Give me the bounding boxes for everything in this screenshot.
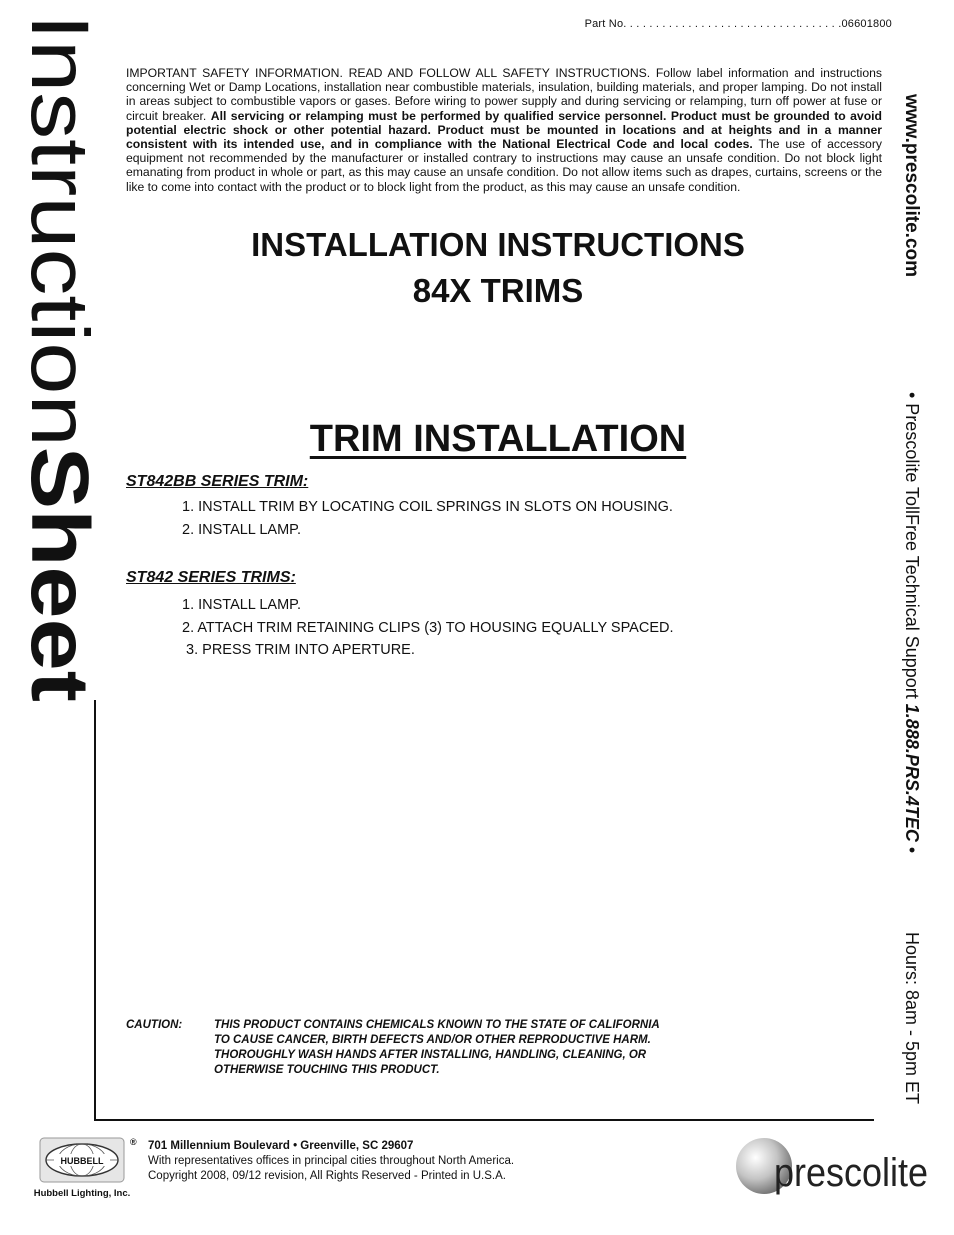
hubbell-company-name: Hubbell Lighting, Inc. xyxy=(33,1188,131,1199)
instruction-sheet-brand xyxy=(14,14,105,704)
caution-line: THOROUGHLY WASH HANDS AFTER INSTALLING, HANDLING, CLEANING, OR xyxy=(214,1049,647,1061)
support-suffix: • xyxy=(902,841,922,854)
st842-heading: ST842 SERIES TRIMS: xyxy=(126,569,296,586)
st842-steps xyxy=(182,594,674,662)
part-number-label: Part No. xyxy=(584,18,627,30)
title-line-2: 84X TRIMS xyxy=(412,272,584,309)
step-item: 1. INSTALL LAMP. xyxy=(182,597,302,613)
caution-line: TO CAUSE CANCER, BIRTH DEFECTS AND/OR OTHER REPRODUCTIVE HARM. xyxy=(214,1034,651,1046)
svg-text:• Prescolite TollFree Technica xyxy=(902,392,922,853)
st842bb-heading: ST842BB SERIES TRIM: xyxy=(126,473,309,490)
document-title xyxy=(126,222,870,314)
safety-information xyxy=(126,66,882,194)
safety-text-bold: All servicing or relamping must be performed by qualified service personnel. Product must be grounded to avoid potential electric shock or other potential hazard. Product must be mounted in locations and at heights and in a manner consistent with its intended use, and in compliance with the National Electrical Code and local codes. xyxy=(126,108,882,152)
prescolite-logo xyxy=(734,1134,934,1198)
support-prefix: • Prescolite TollFree Technical Support xyxy=(902,392,922,704)
caution-text xyxy=(214,1018,734,1078)
svg-text:Hours: 8am - 5pm ET xyxy=(902,932,922,1104)
hubbell-globe-icon xyxy=(26,1136,146,1200)
prescolite-sphere-icon xyxy=(734,1134,934,1198)
svg-text:www.prescolite.com xyxy=(901,93,922,277)
hubbell-logo xyxy=(26,1136,146,1200)
step-item: 1. INSTALL TRIM BY LOCATING COIL SPRINGS IN SLOTS ON HOUSING. xyxy=(182,499,673,515)
support-hours: Hours: 8am - 5pm ET xyxy=(902,932,922,1105)
instruction-sheet-vertical-text xyxy=(14,14,105,704)
svg-text:InstructionSheet xyxy=(14,14,105,702)
caution-label: CAUTION: xyxy=(126,1019,183,1031)
frame-rule-vertical xyxy=(94,700,96,1120)
website-link[interactable]: www.prescolite.com xyxy=(901,94,922,278)
title-line-1: INSTALLATION INSTRUCTIONS xyxy=(251,226,745,263)
footer-address xyxy=(148,1139,608,1184)
section-title: TRIM INSTALLATION xyxy=(309,418,687,460)
safety-text-rest: The use of accessory equipment not recommended by the manufacturer or installed contrary to instructions may cause an unsafe condition. Do not block light emanating from product in whole or part, as this may cause an unsafe condition. Do not allow items such as drapes, curtains, screens or the like to come into contact with the product or to block light from the product, as this may cause an unsafe condition. xyxy=(126,137,882,194)
step-item: 2. ATTACH TRIM RETAINING CLIPS (3) TO HOUSING EQUALLY SPACED. xyxy=(182,619,674,636)
step-item: 2. INSTALL LAMP. xyxy=(182,521,302,538)
safety-text-intro: IMPORTANT SAFETY INFORMATION. READ AND FOLLOW ALL SAFETY INSTRUCTIONS. Follow label information and instructions concerning Wet or Damp Locations, installation near combustible materials, insulation, building materials, and proper lamping. Do not install in areas subject to combustible vapors or gases. Before wiring to power supply and during servicing or relamping, turn off power at fuse or circuit breaker. xyxy=(126,66,882,123)
caution-line: OTHERWISE TOUCHING THIS PRODUCT. xyxy=(214,1064,440,1076)
support-phone: 1.888.PRS.4TEC xyxy=(902,703,922,842)
part-number-dots: . . . . . . . . . . . . . . . . . . . . . . . . . . . . . . . . . xyxy=(629,18,842,30)
registered-mark: ® xyxy=(130,1137,137,1147)
step-item: 3. PRESS TRIM INTO APERTURE. xyxy=(182,642,415,658)
footer-representatives-line: With representatives offices in principal cities throughout North America. xyxy=(148,1155,515,1167)
prescolite-wordmark: prescolite xyxy=(774,1151,928,1195)
caution-line: THIS PRODUCT CONTAINS CHEMICALS KNOWN TO THE STATE OF CALIFORNIA xyxy=(214,1019,660,1031)
frame-rule-horizontal xyxy=(94,1119,874,1121)
part-number-line xyxy=(585,18,892,30)
footer-address-line: 701 Millennium Boulevard • Greenville, SC 29607 xyxy=(148,1140,414,1152)
part-number-value: 06601800 xyxy=(841,18,892,30)
st842bb-steps xyxy=(182,496,673,541)
instruction-word: Instruction xyxy=(14,14,105,393)
footer-copyright-line: Copyright 2008, 09/12 revision, All Rights Reserved - Printed in U.S.A. xyxy=(148,1170,506,1182)
hubbell-badge-text: HUBBELL xyxy=(60,1156,104,1166)
sheet-word: Sheet xyxy=(14,446,105,670)
